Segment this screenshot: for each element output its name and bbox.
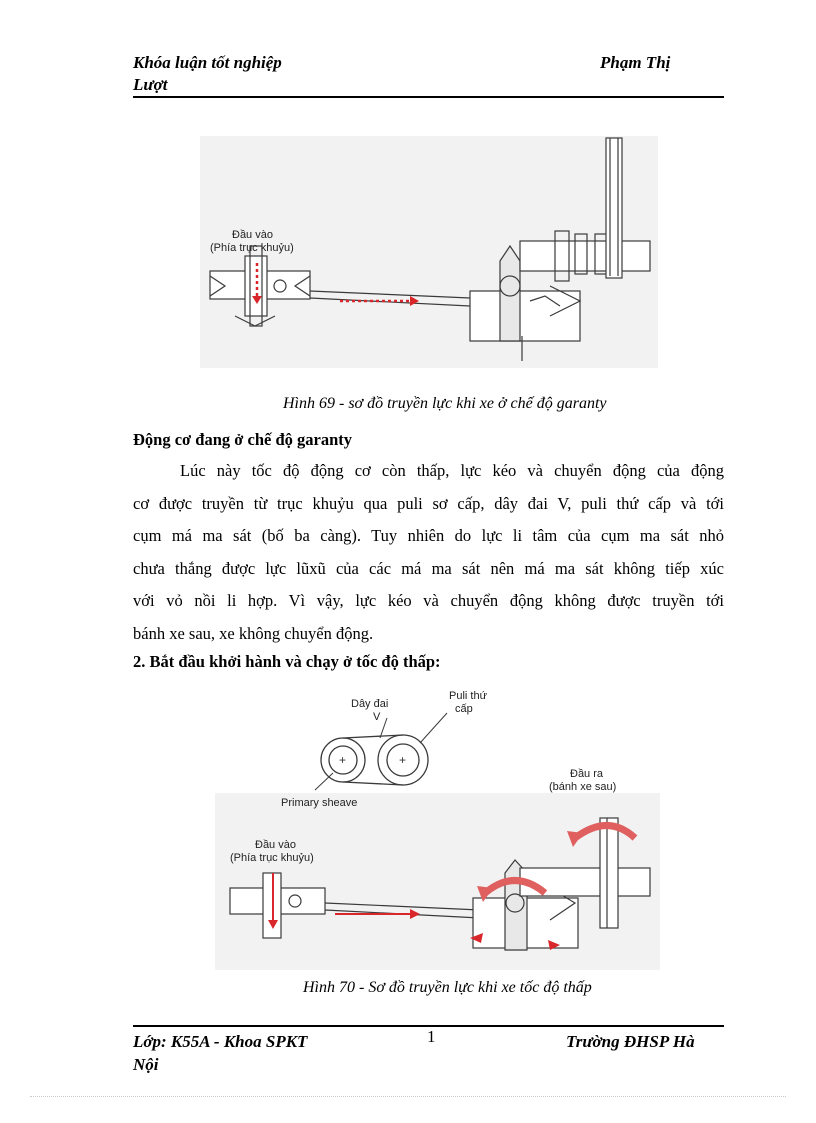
footer-school: Trường ĐHSP Hà [566,1032,695,1051]
paragraph-line: với vỏ nồi li hợp. Vì vậy, lực kéo và chuyển động không được truyền tới [133,591,724,610]
section-heading-garanty: Động cơ đang ở chế độ garanty [133,430,353,449]
svg-text:+: + [399,753,407,767]
paragraph-line: cụm má ma sát (bố ba càng). Tuy nhiên do lực li tâm của cụm ma sát nhỏ [133,526,724,545]
header-title: Khóa luận tốt nghiệp [133,53,282,72]
paragraph-line: bánh xe sau, xe không chuyển động. [133,623,374,643]
figure-70-output-title: Đầu ra [570,768,604,780]
header-author-continued: Lượt [133,75,168,94]
figure-70-puli-label: Puli thứ [449,690,487,702]
figure-69-input-title: Đầu vào [232,229,273,241]
figure-70-input-title: Đầu vào [255,839,296,851]
header-rule [133,96,724,98]
figure-70-belt-label-v: V [373,711,381,723]
svg-text:+: + [339,753,347,767]
figure-70-diagram [215,688,660,970]
figure-69 [200,136,658,368]
figure-69-input-sub: (Phía trục khuỷu) [210,242,294,254]
figure-70-belt-label: Dây đai [351,698,389,710]
paragraph-line: Lúc này tốc độ động cơ còn thấp, lực kéo và chuyển động của động [180,461,724,480]
section-heading-start: 2. Bắt đầu khởi hành và chạy ở tốc độ thấp: [133,652,441,671]
paragraph-line: chưa thắng được lực lũxũ của các má ma sát nên má ma sát không tiếp xúc [133,558,724,578]
footer-school-continued: Nội [133,1055,159,1074]
figure-69-diagram [200,136,658,368]
section-1-paragraph [133,455,724,650]
figure-70-input-sub: (Phía trục khuỷu) [230,852,314,864]
figure-70-primary-sheave-label: Primary sheave [281,797,358,809]
figure-70-puli-label-2: cấp [455,703,473,715]
page-bottom-divider [30,1096,786,1097]
figure-70-caption: Hình 70 - Sơ đồ truyền lực khi xe tốc độ thấp [303,979,592,996]
footer-class: Lớp: K55A - Khoa SPKT [133,1032,308,1051]
paragraph-line: cơ được truyền từ trục khuỷu qua puli sơ cấp, dây đai V, puli thứ cấp và tới [133,493,724,513]
figure-70-output-sub: (bánh xe sau) [549,781,617,793]
header-author: Phạm Thị [600,53,671,72]
figure-70 [215,688,660,970]
figure-69-caption: Hình 69 - sơ đồ truyền lực khi xe ở chế độ garanty [283,395,607,412]
page-number: 1 [427,1027,436,1046]
